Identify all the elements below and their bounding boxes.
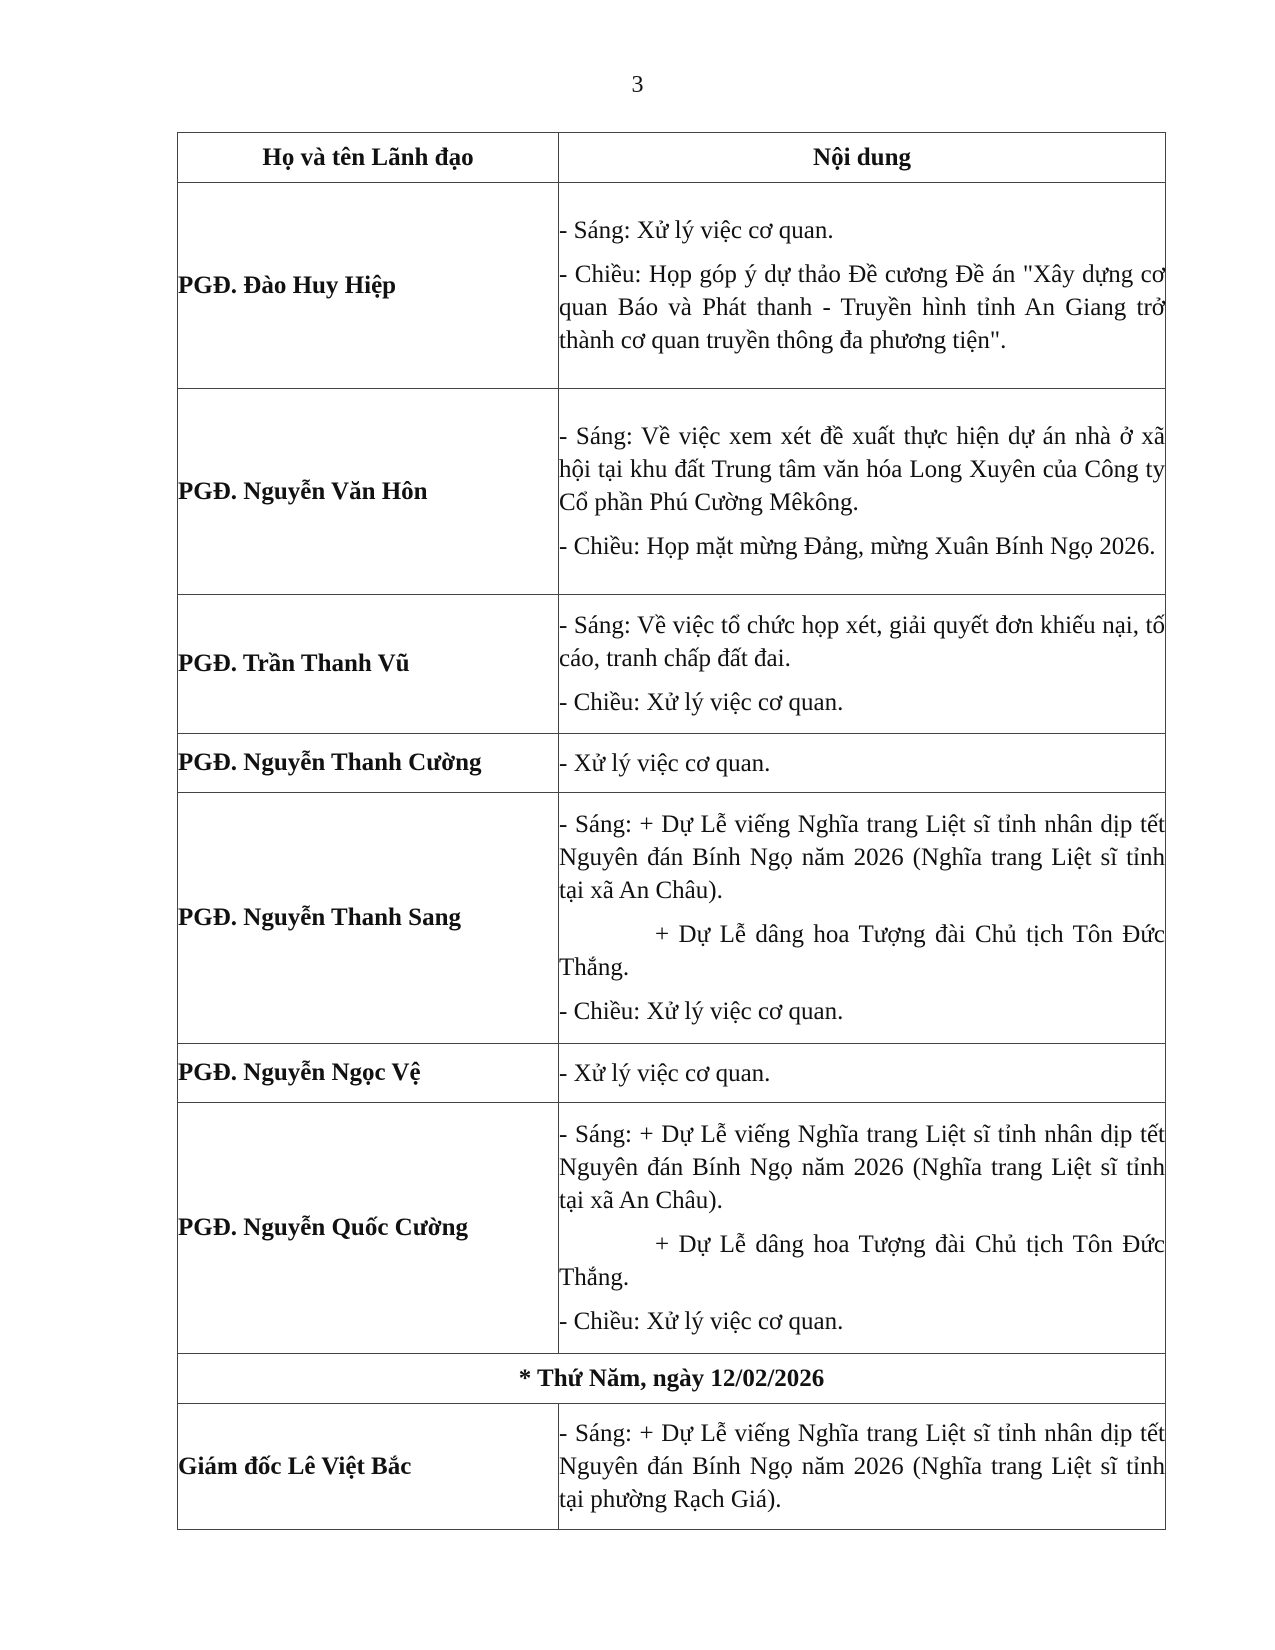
leader-name: Giám đốc Lê Việt Bắc — [178, 1404, 559, 1530]
leader-schedule-table — [177, 132, 1166, 1530]
schedule-content — [559, 389, 1166, 595]
schedule-line: - Sáng: + Dự Lễ viếng Nghĩa trang Liệt sĩ tỉnh nhân dịp tết Nguyên đán Bính Ngọ năm 2026 (Nghĩa trang Liệt sĩ tỉnh tại xã An Châu). — [559, 1121, 1165, 1214]
day-heading-row — [178, 1354, 1166, 1404]
schedule-line: - Chiều: Họp góp ý dự thảo Đề cương Đề án "Xây dựng cơ quan Báo và Phát thanh - Truyền hình tỉnh An Giang trở thành cơ quan truyền thông đa phương tiện". — [559, 261, 1165, 354]
table-row — [178, 389, 1166, 595]
schedule-content — [559, 1404, 1166, 1530]
schedule-line: - Sáng: Xử lý việc cơ quan. — [559, 217, 834, 244]
table-row — [178, 1103, 1166, 1354]
schedule-content — [559, 1044, 1166, 1103]
schedule-content — [559, 734, 1166, 793]
schedule-line: - Chiều: Họp mặt mừng Đảng, mừng Xuân Bính Ngọ 2026. — [559, 533, 1156, 560]
column-header-content: Nội dung — [559, 133, 1166, 183]
schedule-line: + Dự Lễ dâng hoa Tượng đài Chủ tịch Tôn Đức Thắng. — [559, 921, 1165, 981]
schedule-line: - Chiều: Xử lý việc cơ quan. — [559, 689, 844, 716]
schedule-line: + Dự Lễ dâng hoa Tượng đài Chủ tịch Tôn Đức Thắng. — [559, 1231, 1165, 1291]
column-header-name: Họ và tên Lãnh đạo — [178, 133, 559, 183]
leader-name: PGĐ. Nguyễn Thanh Sang — [178, 793, 559, 1044]
schedule-line: - Xử lý việc cơ quan. — [559, 1059, 771, 1087]
table-header-row — [178, 133, 1166, 183]
leader-name: PGĐ. Nguyễn Văn Hôn — [178, 389, 559, 595]
schedule-line: - Sáng: Về việc xem xét đề xuất thực hiện dự án nhà ở xã hội tại khu đất Trung tâm văn hóa Long Xuyên của Công ty Cổ phần Phú Cường Mêkông. — [559, 423, 1165, 516]
schedule-line: - Chiều: Xử lý việc cơ quan. — [559, 998, 844, 1025]
schedule-content — [559, 793, 1166, 1044]
schedule-line: - Sáng: + Dự Lễ viếng Nghĩa trang Liệt sĩ tỉnh nhân dịp tết Nguyên đán Bính Ngọ năm 2026 (Nghĩa trang Liệt sĩ tỉnh tại xã An Châu). — [559, 811, 1165, 904]
table-row — [178, 734, 1166, 793]
leader-name: PGĐ. Trần Thanh Vũ — [178, 595, 559, 734]
leader-name: PGĐ. Đào Huy Hiệp — [178, 183, 559, 389]
day-heading: * Thứ Năm, ngày 12/02/2026 — [178, 1354, 1166, 1404]
schedule-line: - Sáng: Về việc tổ chức họp xét, giải quyết đơn khiếu nại, tố cáo, tranh chấp đất đai. — [559, 612, 1165, 672]
leader-name: PGĐ. Nguyễn Thanh Cường — [178, 734, 559, 793]
table-row — [178, 595, 1166, 734]
leader-name: PGĐ. Nguyễn Ngọc Vệ — [178, 1044, 559, 1103]
table-row — [178, 793, 1166, 1044]
table-row — [178, 1404, 1166, 1530]
schedule-line: - Chiều: Xử lý việc cơ quan. — [559, 1308, 844, 1335]
table-row — [178, 183, 1166, 389]
leader-name: PGĐ. Nguyễn Quốc Cường — [178, 1103, 559, 1354]
schedule-content — [559, 595, 1166, 734]
schedule-content — [559, 1103, 1166, 1354]
table-row — [178, 1044, 1166, 1103]
page-number: 3 — [631, 72, 644, 98]
schedule-content — [559, 183, 1166, 389]
schedule-line: - Sáng: + Dự Lễ viếng Nghĩa trang Liệt sĩ tỉnh nhân dịp tết Nguyên đán Bính Ngọ năm 2026 (Nghĩa trang Liệt sĩ tỉnh tại phường Rạch Giá). — [559, 1420, 1165, 1513]
schedule-line: - Xử lý việc cơ quan. — [559, 749, 771, 777]
